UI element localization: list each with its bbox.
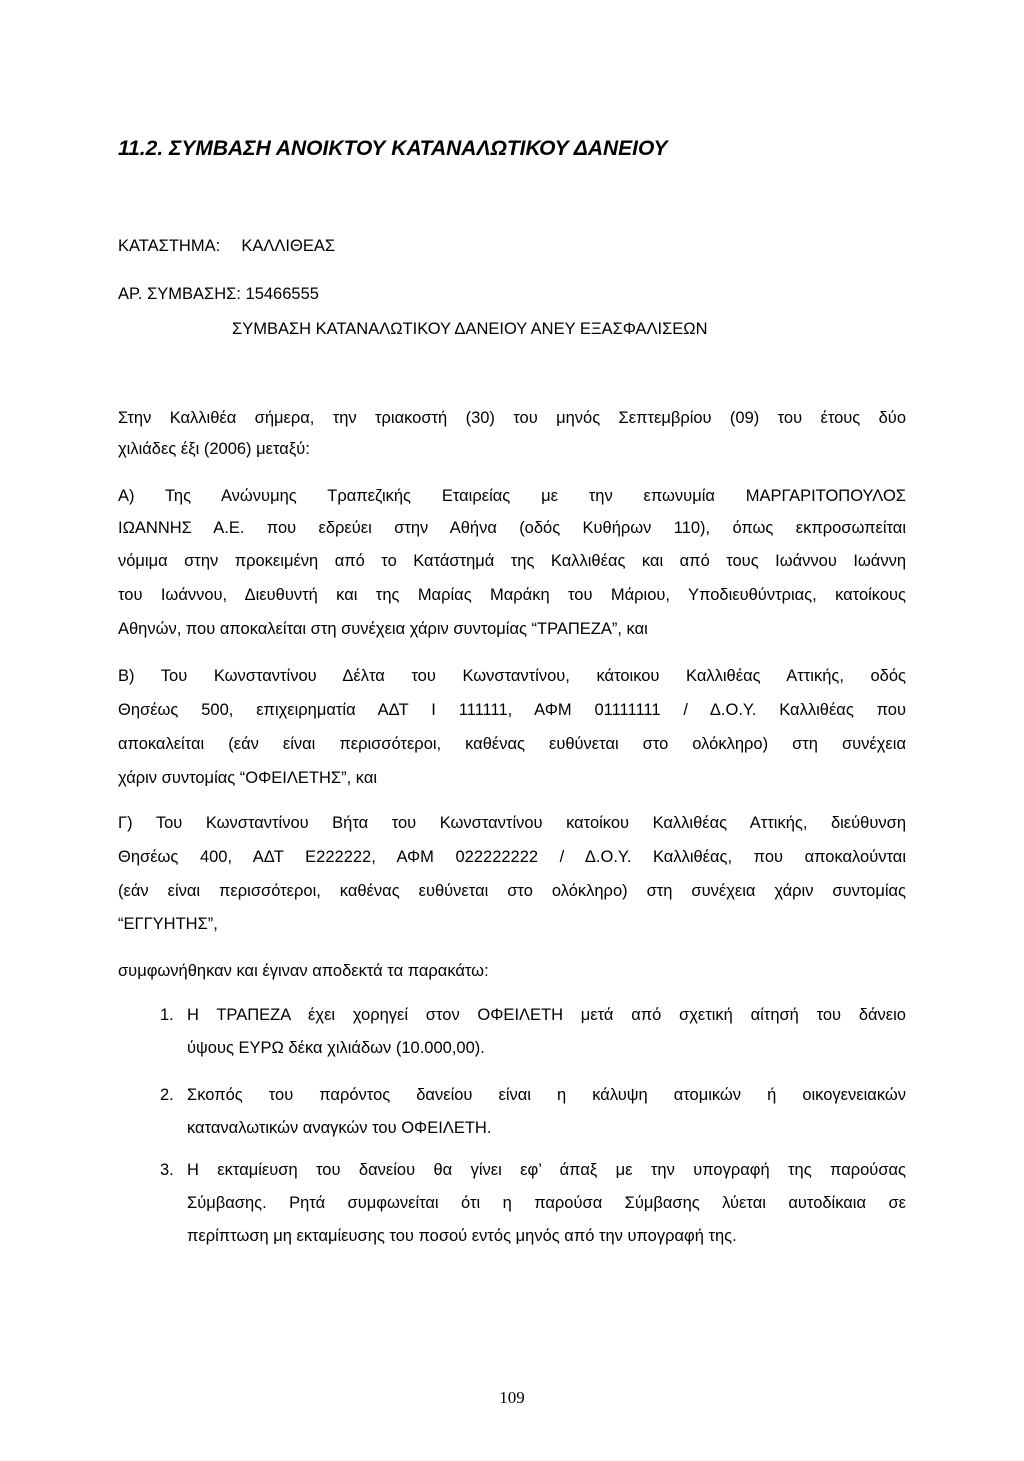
- party-a-line-5: Αθηνών, που αποκαλείται στη συνέχεια χάριν συντομίας “ΤΡΑΠΕΖΑ”, και: [118, 620, 648, 638]
- item-1-line-1: Η ΤΡΑΠΕΖΑ έχει χορηγεί στον ΟΦΕΙΛΕΤΗ μετά από σχετική αίτησή του δάνειο: [187, 1006, 906, 1024]
- branch-label: ΚΑΤΑΣΤΗΜΑ:: [118, 237, 221, 255]
- item-1-number: 1.: [160, 1006, 174, 1024]
- party-a-line-3: νόμιμα στην προκειμένη από το Κατάστημά της Καλλιθέας και από τους Ιωάννου Ιωάννη: [118, 552, 906, 570]
- item-3-line-3: περίπτωση μη εκταμίευσης του ποσού εντός μηνός από την υπογραφή της.: [187, 1227, 737, 1245]
- intro-line-2: χιλιάδες έξι (2006) μεταξύ:: [118, 440, 310, 458]
- item-1-line-2: ύψους ΕΥΡΩ δέκα χιλιάδων (10.000,00).: [187, 1039, 485, 1057]
- contract-subtitle: ΣΥΜΒΑΣΗ ΚΑΤΑΝΑΛΩΤΙΚΟΥ ΔΑΝΕΙΟΥ ΑΝΕΥ ΕΞΑΣΦΑΛΙΣΕΩΝ: [232, 320, 708, 338]
- item-3-number: 3.: [160, 1161, 174, 1179]
- party-c-line-3: (εάν είναι περισσότεροι, καθένας ευθύνεται στο ολόκληρο) στη συνέχεια χάριν συντομίας: [118, 882, 906, 900]
- branch-value: ΚΑΛΛΙΘΕΑΣ: [241, 237, 336, 255]
- section-heading: 11.2. ΣΥΜΒΑΣΗ ΑΝΟΙΚΤΟΥ ΚΑΤΑΝΑΛΩΤΙΚΟΥ ΔΑΝΕΙΟΥ: [118, 137, 668, 160]
- contract-number: ΑΡ. ΣΥΜΒΑΣΗΣ: 15466555: [118, 285, 319, 303]
- party-b-line-4: χάριν συντομίας “ΟΦΕΙΛΕΤΗΣ”, και: [118, 769, 378, 787]
- party-b-line-3: αποκαλείται (εάν είναι περισσότεροι, καθένας ευθύνεται στο ολόκληρο) στη συνέχεια: [118, 735, 906, 753]
- item-2-line-2: καταναλωτικών αναγκών του ΟΦΕΙΛΕΤΗ.: [187, 1119, 492, 1137]
- branch-line: [118, 236, 335, 256]
- agreed-line: συμφωνήθηκαν και έγιναν αποδεκτά τα παρακάτω:: [118, 962, 489, 980]
- item-2-number: 2.: [160, 1086, 174, 1104]
- party-a-line-1: Α) Της Ανώνυμης Τραπεζικής Εταιρείας με την επωνυμία ΜΑΡΓΑΡΙΤΟΠΟΥΛΟΣ: [118, 487, 906, 505]
- party-a-line-4: του Ιωάννου, Διευθυντή και της Μαρίας Μαράκη του Μάριου, Υποδιευθύντριας, κατοίκους: [118, 586, 906, 604]
- item-3-line-1: Η εκταμίευση του δανείου θα γίνει εφ’ άπαξ με την υπογραφή της παρούσας: [187, 1161, 906, 1179]
- party-b-line-1: Β) Του Κωνσταντίνου Δέλτα του Κωνσταντίνου, κάτοικου Καλλιθέας Αττικής, οδός: [118, 667, 906, 685]
- party-b-line-2: Θησέως 500, επιχειρηματία ΑΔΤ Ι 111111, ΑΦΜ 01111111 / Δ.Ο.Υ. Καλλιθέας που: [118, 701, 906, 719]
- party-c-line-1: Γ) Του Κωνσταντίνου Βήτα του Κωνσταντίνου κατοίκου Καλλιθέας Αττικής, διεύθυνση: [118, 814, 906, 832]
- item-3-line-2: Σύμβασης. Ρητά συμφωνείται ότι η παρούσα Σύμβασης λύεται αυτοδίκαια σε: [187, 1194, 906, 1212]
- party-c-line-2: Θησέως 400, ΑΔΤ Ε222222, ΑΦΜ 022222222 / Δ.Ο.Υ. Καλλιθέας, που αποκαλούνται: [118, 848, 906, 866]
- party-a-line-2: ΙΩΑΝΝΗΣ Α.Ε. που εδρεύει στην Αθήνα (οδός Κυθήρων 110), όπως εκπροσωπείται: [118, 519, 906, 537]
- page-number: 109: [499, 1388, 525, 1407]
- item-2-line-1: Σκοπός του παρόντος δανείου είναι η κάλυψη ατομικών ή οικογενειακών: [187, 1086, 906, 1104]
- party-c-line-4: “ΕΓΓΥΗΤΗΣ”,: [118, 915, 218, 933]
- intro-line-1: Στην Καλλιθέα σήμερα, την τριακοστή (30) του μηνός Σεπτεμβρίου (09) του έτους δύο: [118, 409, 906, 427]
